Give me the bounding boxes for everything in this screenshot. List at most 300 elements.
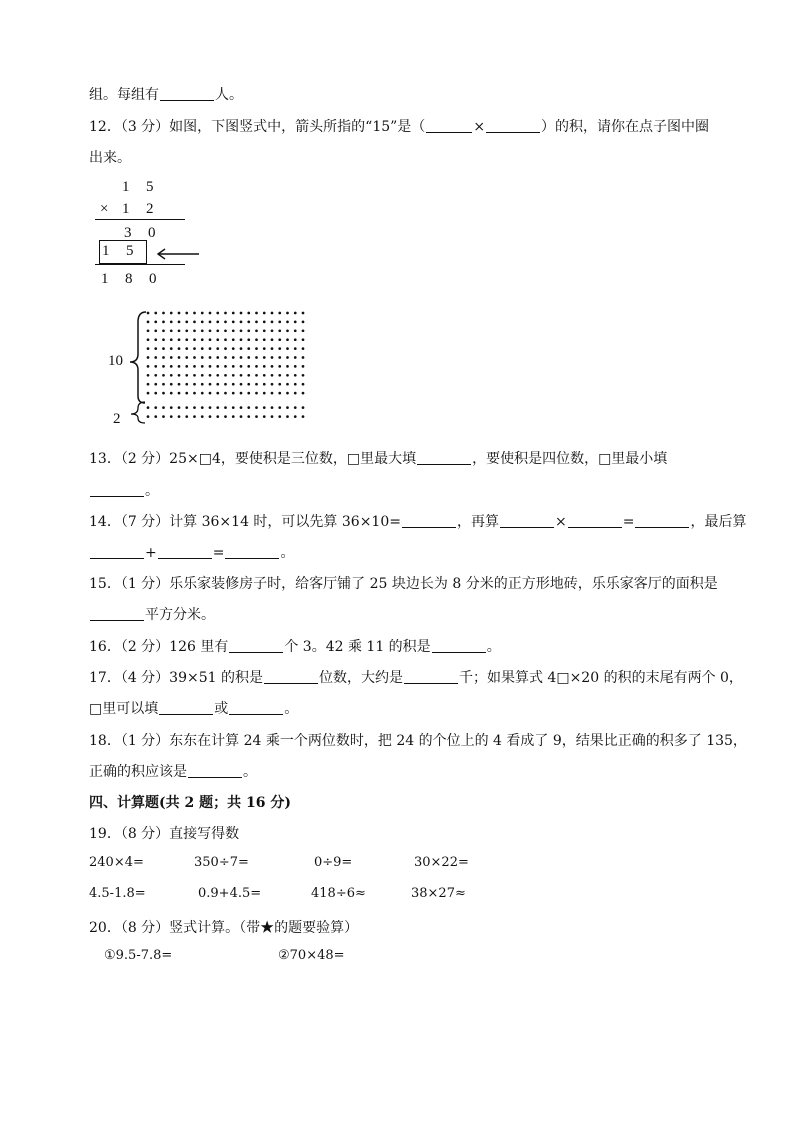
- dot[interactable]: [185, 374, 188, 377]
- dot[interactable]: [178, 338, 181, 341]
- calc-item: 240×4=: [89, 855, 144, 870]
- question-19: 19．（8 分）直接写得数: [89, 826, 240, 842]
- q20-item: ②70×48=: [278, 948, 345, 963]
- dot[interactable]: [170, 383, 173, 386]
- dot[interactable]: [201, 356, 204, 359]
- dot[interactable]: [271, 392, 274, 395]
- dot[interactable]: [278, 312, 281, 315]
- dot[interactable]: [170, 347, 173, 350]
- dot[interactable]: [147, 406, 150, 409]
- dot[interactable]: [224, 406, 227, 409]
- dot[interactable]: [147, 347, 150, 350]
- dot[interactable]: [185, 329, 188, 332]
- dot[interactable]: [216, 383, 219, 386]
- dot[interactable]: [154, 356, 157, 359]
- answer-blank[interactable]: [90, 544, 144, 559]
- dot[interactable]: [286, 392, 289, 395]
- dot[interactable]: [185, 406, 188, 409]
- dot[interactable]: [193, 338, 196, 341]
- dot[interactable]: [216, 365, 219, 368]
- dot[interactable]: [216, 356, 219, 359]
- dot[interactable]: [154, 347, 157, 350]
- dot[interactable]: [247, 392, 250, 395]
- dot[interactable]: [294, 415, 297, 418]
- dot[interactable]: [255, 365, 258, 368]
- dot[interactable]: [247, 415, 250, 418]
- dot[interactable]: [255, 321, 258, 324]
- dot[interactable]: [147, 356, 150, 359]
- dot[interactable]: [286, 347, 289, 350]
- dot[interactable]: [302, 347, 305, 350]
- dot[interactable]: [232, 365, 235, 368]
- dot[interactable]: [224, 415, 227, 418]
- answer-blank[interactable]: [225, 544, 279, 559]
- dot[interactable]: [302, 374, 305, 377]
- dot[interactable]: [240, 338, 243, 341]
- dot[interactable]: [263, 338, 266, 341]
- dot[interactable]: [302, 365, 305, 368]
- dot[interactable]: [147, 321, 150, 324]
- dot[interactable]: [255, 312, 258, 315]
- dot[interactable]: [302, 329, 305, 332]
- dot[interactable]: [216, 406, 219, 409]
- dot[interactable]: [162, 329, 165, 332]
- dot[interactable]: [162, 356, 165, 359]
- answer-blank[interactable]: [417, 450, 471, 465]
- answer-blank[interactable]: [500, 513, 554, 528]
- label-10: 10: [108, 353, 123, 369]
- text: 个 3。42 乘 11 的积是: [284, 639, 431, 655]
- dot[interactable]: [286, 329, 289, 332]
- dot[interactable]: [263, 321, 266, 324]
- dot[interactable]: [154, 415, 157, 418]
- digit: 0: [149, 271, 157, 287]
- dot[interactable]: [201, 374, 204, 377]
- dot[interactable]: [240, 356, 243, 359]
- dot[interactable]: [278, 347, 281, 350]
- dot[interactable]: [209, 356, 212, 359]
- dot[interactable]: [271, 338, 274, 341]
- dot[interactable]: [209, 383, 212, 386]
- dot[interactable]: [263, 392, 266, 395]
- dot[interactable]: [216, 312, 219, 315]
- dot[interactable]: [294, 356, 297, 359]
- dot[interactable]: [240, 329, 243, 332]
- answer-blank[interactable]: [404, 669, 458, 684]
- dot[interactable]: [185, 392, 188, 395]
- dot[interactable]: [224, 338, 227, 341]
- dot[interactable]: [255, 329, 258, 332]
- dot[interactable]: [147, 383, 150, 386]
- dot[interactable]: [232, 329, 235, 332]
- dot[interactable]: [170, 312, 173, 315]
- dot[interactable]: [263, 312, 266, 315]
- answer-blank[interactable]: [159, 700, 213, 715]
- dot[interactable]: [154, 338, 157, 341]
- dot[interactable]: [201, 329, 204, 332]
- dot[interactable]: [278, 365, 281, 368]
- dot[interactable]: [271, 312, 274, 315]
- continuation-line: [89, 84, 243, 104]
- dot[interactable]: [286, 338, 289, 341]
- dot[interactable]: [247, 365, 250, 368]
- question-17: [89, 667, 743, 687]
- dot[interactable]: [209, 406, 212, 409]
- dot[interactable]: [178, 392, 181, 395]
- dot[interactable]: [302, 392, 305, 395]
- dot[interactable]: [185, 383, 188, 386]
- dot[interactable]: [302, 383, 305, 386]
- dot[interactable]: [240, 415, 243, 418]
- dot[interactable]: [154, 374, 157, 377]
- dot[interactable]: [278, 338, 281, 341]
- dot[interactable]: [209, 374, 212, 377]
- dot[interactable]: [294, 374, 297, 377]
- dot[interactable]: [178, 329, 181, 332]
- dot[interactable]: [278, 329, 281, 332]
- dot[interactable]: [255, 415, 258, 418]
- dot[interactable]: [170, 356, 173, 359]
- dot[interactable]: [302, 356, 305, 359]
- dot[interactable]: [193, 321, 196, 324]
- dot[interactable]: [178, 406, 181, 409]
- answer-blank[interactable]: [568, 513, 622, 528]
- dot[interactable]: [162, 321, 165, 324]
- dot[interactable]: [240, 312, 243, 315]
- dot[interactable]: [247, 338, 250, 341]
- dot[interactable]: [240, 392, 243, 395]
- dot[interactable]: [178, 312, 181, 315]
- dot[interactable]: [147, 392, 150, 395]
- answer-blank[interactable]: [229, 638, 283, 653]
- dot[interactable]: [209, 392, 212, 395]
- dot[interactable]: [247, 321, 250, 324]
- label-2: 2: [113, 411, 121, 427]
- dot[interactable]: [278, 383, 281, 386]
- dot[interactable]: [271, 415, 274, 418]
- dot[interactable]: [271, 383, 274, 386]
- text: =: [622, 514, 635, 530]
- dot[interactable]: [162, 374, 165, 377]
- dot[interactable]: [271, 365, 274, 368]
- dot[interactable]: [147, 338, 150, 341]
- q20-item: ①9.5-7.8=: [104, 948, 173, 963]
- dot[interactable]: [209, 312, 212, 315]
- dot[interactable]: [224, 374, 227, 377]
- dot[interactable]: [216, 392, 219, 395]
- dot[interactable]: [240, 365, 243, 368]
- dot[interactable]: [162, 312, 165, 315]
- dot[interactable]: [247, 347, 250, 350]
- dot[interactable]: [247, 406, 250, 409]
- dot[interactable]: [286, 356, 289, 359]
- dot[interactable]: [185, 338, 188, 341]
- dot[interactable]: [162, 347, 165, 350]
- dot[interactable]: [154, 312, 157, 315]
- dot[interactable]: [278, 406, 281, 409]
- text: 平方分米。: [145, 607, 215, 623]
- text: 18．（1 分）东东在计算 24 乘一个两位数时，把 24 的个位上的 4 看成了 9，结果比正确的积多了 135，: [89, 733, 747, 749]
- dot[interactable]: [162, 392, 165, 395]
- text: ×: [554, 514, 567, 530]
- dot[interactable]: [263, 365, 266, 368]
- dot[interactable]: [232, 392, 235, 395]
- dot[interactable]: [232, 312, 235, 315]
- text: 15．（1 分）乐乐家装修房子时，给客厅铺了 25 块边长为 8 分米的正方形地砖，乐乐家客厅的面积是: [89, 576, 718, 592]
- dot[interactable]: [278, 392, 281, 395]
- answer-blank[interactable]: [432, 638, 486, 653]
- dot[interactable]: [240, 406, 243, 409]
- dot[interactable]: [209, 321, 212, 324]
- dot[interactable]: [193, 329, 196, 332]
- text: ）的积，请你在点子图中圈: [541, 119, 710, 135]
- dot[interactable]: [162, 406, 165, 409]
- dot[interactable]: [302, 312, 305, 315]
- dot[interactable]: [147, 365, 150, 368]
- question-18-cont: [89, 761, 257, 781]
- dot[interactable]: [193, 392, 196, 395]
- dot[interactable]: [162, 365, 165, 368]
- dot[interactable]: [193, 365, 196, 368]
- dot[interactable]: [178, 374, 181, 377]
- dot[interactable]: [162, 415, 165, 418]
- dot[interactable]: [201, 415, 204, 418]
- dot[interactable]: [154, 383, 157, 386]
- text: 13．（2 分）25×□4，要使积是三位数，□里最大填: [89, 451, 417, 467]
- dot[interactable]: [193, 312, 196, 315]
- dot[interactable]: [294, 392, 297, 395]
- dot[interactable]: [201, 338, 204, 341]
- dot[interactable]: [154, 329, 157, 332]
- dot[interactable]: [302, 321, 305, 324]
- answer-blank[interactable]: [90, 606, 144, 621]
- dot[interactable]: [232, 374, 235, 377]
- dot[interactable]: [263, 383, 266, 386]
- answer-blank[interactable]: [426, 118, 472, 133]
- dot[interactable]: [170, 321, 173, 324]
- dot[interactable]: [201, 365, 204, 368]
- dot[interactable]: [209, 347, 212, 350]
- dot[interactable]: [255, 338, 258, 341]
- dot[interactable]: [255, 383, 258, 386]
- dot[interactable]: [224, 365, 227, 368]
- dot[interactable]: [247, 312, 250, 315]
- dot[interactable]: [209, 329, 212, 332]
- question-12-cont: [89, 147, 131, 167]
- dot[interactable]: [216, 321, 219, 324]
- answer-blank[interactable]: [158, 544, 212, 559]
- dot[interactable]: [294, 329, 297, 332]
- dot[interactable]: [286, 406, 289, 409]
- text: 位数，大约是: [318, 670, 403, 686]
- answer-blank[interactable]: [486, 118, 540, 133]
- digit: 1: [122, 179, 130, 195]
- dot[interactable]: [216, 338, 219, 341]
- dot[interactable]: [154, 365, 157, 368]
- dot[interactable]: [201, 347, 204, 350]
- dot[interactable]: [232, 338, 235, 341]
- dot[interactable]: [278, 374, 281, 377]
- answer-blank[interactable]: [402, 513, 456, 528]
- dot[interactable]: [193, 356, 196, 359]
- question-18: [89, 730, 747, 750]
- dot[interactable]: [193, 406, 196, 409]
- dot[interactable]: [271, 329, 274, 332]
- dot[interactable]: [193, 383, 196, 386]
- dot[interactable]: [193, 415, 196, 418]
- dot[interactable]: [278, 415, 281, 418]
- dot[interactable]: [154, 321, 157, 324]
- question-15-cont: [89, 604, 215, 624]
- dot[interactable]: [178, 356, 181, 359]
- dot[interactable]: [193, 347, 196, 350]
- dot[interactable]: [271, 406, 274, 409]
- dot[interactable]: [224, 321, 227, 324]
- dot-grid[interactable]: [142, 308, 312, 432]
- dot[interactable]: [209, 415, 212, 418]
- dot[interactable]: [255, 374, 258, 377]
- dot[interactable]: [224, 383, 227, 386]
- dot[interactable]: [185, 347, 188, 350]
- dot[interactable]: [271, 347, 274, 350]
- answer-blank[interactable]: [90, 482, 144, 497]
- dot[interactable]: [154, 392, 157, 395]
- dot[interactable]: [263, 415, 266, 418]
- dot[interactable]: [294, 321, 297, 324]
- dot[interactable]: [247, 374, 250, 377]
- dot[interactable]: [294, 406, 297, 409]
- answer-blank[interactable]: [635, 513, 689, 528]
- answer-blank[interactable]: [160, 86, 214, 101]
- dot[interactable]: [263, 356, 266, 359]
- answer-blank[interactable]: [188, 763, 242, 778]
- dot[interactable]: [271, 321, 274, 324]
- dot[interactable]: [302, 415, 305, 418]
- digit: 5: [126, 243, 134, 259]
- dot[interactable]: [162, 383, 165, 386]
- dot[interactable]: [232, 347, 235, 350]
- answer-blank[interactable]: [229, 700, 283, 715]
- dot[interactable]: [278, 321, 281, 324]
- dot[interactable]: [147, 329, 150, 332]
- dot[interactable]: [263, 374, 266, 377]
- dot[interactable]: [201, 383, 204, 386]
- dot[interactable]: [201, 392, 204, 395]
- dot[interactable]: [216, 415, 219, 418]
- dot[interactable]: [154, 406, 157, 409]
- dot[interactable]: [302, 406, 305, 409]
- dot[interactable]: [147, 374, 150, 377]
- dot[interactable]: [170, 406, 173, 409]
- dot[interactable]: [193, 374, 196, 377]
- dot[interactable]: [224, 329, 227, 332]
- dot[interactable]: [216, 329, 219, 332]
- dot[interactable]: [201, 312, 204, 315]
- dot[interactable]: [294, 312, 297, 315]
- dot[interactable]: [224, 356, 227, 359]
- dot[interactable]: [201, 321, 204, 324]
- dot[interactable]: [232, 415, 235, 418]
- dot[interactable]: [255, 392, 258, 395]
- dot[interactable]: [185, 321, 188, 324]
- dot[interactable]: [247, 383, 250, 386]
- dot[interactable]: [263, 329, 266, 332]
- dot[interactable]: [294, 338, 297, 341]
- dot[interactable]: [201, 406, 204, 409]
- dot[interactable]: [240, 374, 243, 377]
- dot[interactable]: [147, 312, 150, 315]
- dot[interactable]: [302, 338, 305, 341]
- dot[interactable]: [286, 321, 289, 324]
- dot[interactable]: [185, 365, 188, 368]
- dot[interactable]: [185, 415, 188, 418]
- dot[interactable]: [232, 383, 235, 386]
- dot[interactable]: [185, 312, 188, 315]
- dot[interactable]: [216, 347, 219, 350]
- dot[interactable]: [247, 356, 250, 359]
- dot[interactable]: [178, 365, 181, 368]
- dot[interactable]: [240, 383, 243, 386]
- dot[interactable]: [209, 338, 212, 341]
- dot[interactable]: [178, 347, 181, 350]
- dot[interactable]: [170, 365, 173, 368]
- dot[interactable]: [247, 329, 250, 332]
- dot[interactable]: [170, 338, 173, 341]
- dot[interactable]: [224, 347, 227, 350]
- dot[interactable]: [255, 347, 258, 350]
- dot[interactable]: [170, 415, 173, 418]
- dot[interactable]: [286, 365, 289, 368]
- answer-blank[interactable]: [264, 669, 318, 684]
- dot[interactable]: [286, 312, 289, 315]
- dot[interactable]: [263, 347, 266, 350]
- dot[interactable]: [278, 356, 281, 359]
- dot[interactable]: [240, 321, 243, 324]
- dot[interactable]: [232, 321, 235, 324]
- dot[interactable]: [286, 383, 289, 386]
- text: ，再算: [456, 514, 499, 530]
- dot[interactable]: [232, 356, 235, 359]
- dot[interactable]: [209, 365, 212, 368]
- calc-item: 38×27≈: [411, 886, 466, 901]
- dot[interactable]: [185, 356, 188, 359]
- dot[interactable]: [178, 321, 181, 324]
- dot[interactable]: [162, 338, 165, 341]
- dot[interactable]: [216, 374, 219, 377]
- dot[interactable]: [271, 356, 274, 359]
- dot[interactable]: [147, 415, 150, 418]
- dot[interactable]: [170, 392, 173, 395]
- dot[interactable]: [294, 365, 297, 368]
- calc-item: 0÷9=: [314, 855, 353, 870]
- dot[interactable]: [170, 329, 173, 332]
- dot[interactable]: [170, 374, 173, 377]
- dot[interactable]: [263, 406, 266, 409]
- dot[interactable]: [224, 312, 227, 315]
- dot[interactable]: [240, 347, 243, 350]
- dot[interactable]: [294, 347, 297, 350]
- dot[interactable]: [232, 406, 235, 409]
- dot[interactable]: [271, 374, 274, 377]
- dot[interactable]: [255, 406, 258, 409]
- dot[interactable]: [294, 383, 297, 386]
- dot[interactable]: [178, 383, 181, 386]
- dot[interactable]: [286, 374, 289, 377]
- dot[interactable]: [178, 415, 181, 418]
- dot[interactable]: [224, 392, 227, 395]
- dot[interactable]: [286, 415, 289, 418]
- dot[interactable]: [255, 356, 258, 359]
